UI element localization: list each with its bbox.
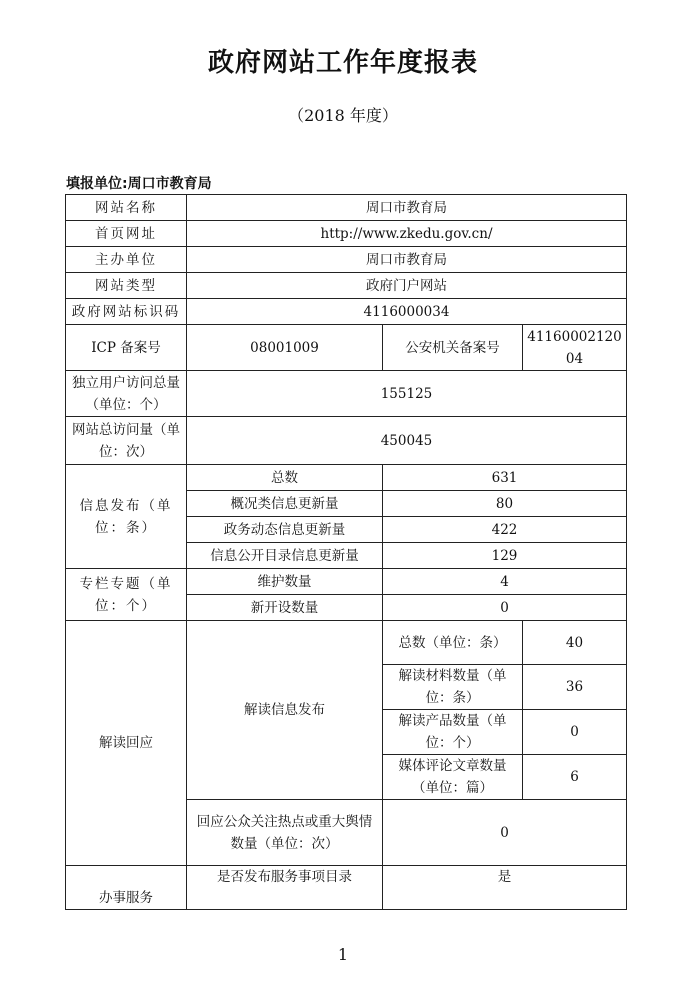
interpret-item-label: 解读材料数量（单位：条） bbox=[383, 665, 523, 710]
unique-visitors-value: 155125 bbox=[187, 371, 627, 417]
info-item-label: 政务动态信息更新量 bbox=[187, 517, 383, 543]
report-table bbox=[65, 194, 627, 910]
column-item-label: 新开设数量 bbox=[187, 595, 383, 621]
site-name-value: 周口市教育局 bbox=[187, 195, 627, 221]
info-item-value: 422 bbox=[383, 517, 627, 543]
column-item-value: 4 bbox=[383, 569, 627, 595]
table-row bbox=[66, 221, 627, 247]
homepage-value: http://www.zkedu.gov.cn/ bbox=[187, 221, 627, 247]
sponsor-value: 周口市教育局 bbox=[187, 247, 627, 273]
total-visits-value: 450045 bbox=[187, 417, 627, 465]
interpret-item-value: 6 bbox=[523, 755, 627, 800]
info-item-label: 总数 bbox=[187, 465, 383, 491]
site-type-value: 政府门户网站 bbox=[187, 273, 627, 299]
column-item-label: 维护数量 bbox=[187, 569, 383, 595]
reporting-unit: 填报单位:周口市教育局 bbox=[66, 176, 212, 192]
table-row bbox=[66, 325, 627, 371]
service-item-label: 是否发布服务事项目录 bbox=[187, 866, 383, 910]
column-item-value: 0 bbox=[383, 595, 627, 621]
response-label: 回应公众关注热点或重大舆情数量（单位：次） bbox=[187, 800, 383, 866]
icp-value: 08001009 bbox=[187, 325, 383, 371]
response-value: 0 bbox=[383, 800, 627, 866]
info-release-label: 信息发布（单位：条） bbox=[66, 465, 187, 569]
report-year: （2018 年度） bbox=[288, 106, 398, 125]
table-row bbox=[66, 417, 627, 465]
sponsor-label: 主办单位 bbox=[66, 247, 187, 273]
info-item-label: 概况类信息更新量 bbox=[187, 491, 383, 517]
table-row bbox=[66, 569, 627, 595]
interpret-item-value: 36 bbox=[523, 665, 627, 710]
site-id-value: 4116000034 bbox=[187, 299, 627, 325]
report-title: 政府网站工作年度报表 bbox=[207, 48, 478, 78]
service-item-value: 是 bbox=[383, 866, 627, 910]
interpret-item-label: 总数（单位：条） bbox=[383, 621, 523, 665]
info-item-value: 80 bbox=[383, 491, 627, 517]
table-row bbox=[66, 195, 627, 221]
table-row bbox=[66, 621, 627, 665]
site-type-label: 网站类型 bbox=[66, 273, 187, 299]
table-row bbox=[66, 866, 627, 910]
police-record-label: 公安机关备案号 bbox=[383, 325, 523, 371]
page-number: 1 bbox=[337, 945, 349, 964]
interpret-item-value: 40 bbox=[523, 621, 627, 665]
interpret-release-label: 解读信息发布 bbox=[187, 621, 383, 800]
info-item-value: 129 bbox=[383, 543, 627, 569]
table-row bbox=[66, 465, 627, 491]
table-row bbox=[66, 247, 627, 273]
interpret-response-label: 解读回应 bbox=[66, 621, 187, 866]
icp-label: ICP 备案号 bbox=[66, 325, 187, 371]
site-name-label: 网站名称 bbox=[66, 195, 187, 221]
info-item-label: 信息公开目录信息更新量 bbox=[187, 543, 383, 569]
table-row bbox=[66, 371, 627, 417]
police-record-value: 41160002120 04 bbox=[523, 325, 627, 371]
column-topic-label: 专栏专题（单位：个） bbox=[66, 569, 187, 621]
table-row bbox=[66, 273, 627, 299]
info-item-value: 631 bbox=[383, 465, 627, 491]
interpret-item-label: 解读产品数量（单位：个） bbox=[383, 710, 523, 755]
service-label: 办事服务 bbox=[66, 866, 187, 910]
interpret-item-label: 媒体评论文章数量（单位：篇） bbox=[383, 755, 523, 800]
site-id-label: 政府网站标识码 bbox=[66, 299, 187, 325]
unique-visitors-label: 独立用户访问总量（单位：个） bbox=[66, 371, 187, 417]
table-row bbox=[66, 299, 627, 325]
homepage-label: 首页网址 bbox=[66, 221, 187, 247]
interpret-item-value: 0 bbox=[523, 710, 627, 755]
total-visits-label: 网站总访问量（单位：次） bbox=[66, 417, 187, 465]
